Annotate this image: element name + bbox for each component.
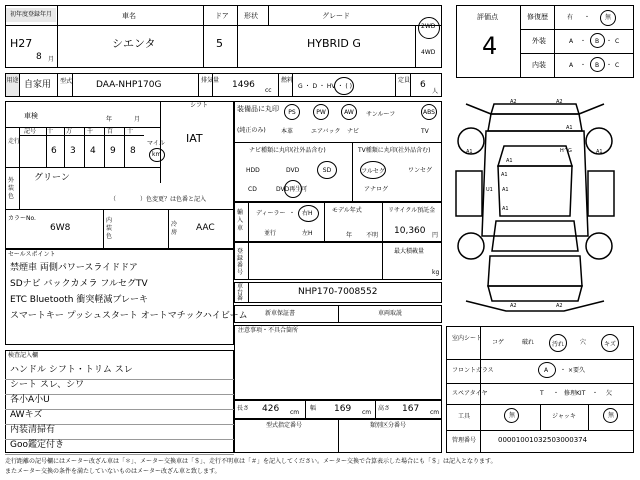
car-name-label: 車名 [122,12,136,20]
equipment-item: ナビ [347,128,360,135]
color-no: 6W8 [50,223,71,233]
tv-label: TV種類に丸印(社外品含む) [358,147,431,154]
odo-head: 記号 [24,128,37,135]
inspection-line: シート スレ、シワ [10,380,85,390]
inspection-line: ハンドル シフト・トリム スレ [10,365,133,375]
equipment-aw: AW [341,104,357,120]
grade: HYBRID G [307,37,361,50]
svg-text:A2: A2 [556,99,563,105]
ac-label: 冷 房 [171,221,178,236]
car-damage-diagram [446,86,636,322]
loading-label: 最大積載量 [394,248,425,255]
equipment-item: サンルーフ [366,111,396,118]
chassis-no: NHP170-7008552 [298,287,378,297]
mgmt-label: 管理番号 [452,437,477,444]
import-label: 輸 入 車 [237,209,244,232]
interior-seat-label: 室内シート [452,335,483,342]
front-glass-label: フロントガラス [452,367,494,374]
body-label: 形状 [244,12,258,20]
wear-yes: 有 [567,14,574,21]
score-label: 評価点 [477,13,498,21]
door-label: ドア [215,12,229,20]
shift-label: シフト [190,102,209,109]
grade-label: グレード [322,12,350,20]
svg-text:A2: A2 [510,99,517,105]
exterior-label: 外装 [532,37,546,45]
seat-item: 破れ [522,339,535,346]
svg-text:A1: A1 [596,149,603,155]
odo-digit: 9 [110,146,116,156]
sales-line: ETC Bluetooth 衝突軽減ブレーキ [10,295,148,305]
equipment-abs: ABS [421,104,437,120]
month-unit: 月 [48,56,55,63]
shift: IAT [186,132,203,145]
equipment-item: TV [421,128,429,135]
odo-head: 十 [127,128,134,135]
equipment-item: エアバック [311,128,341,135]
odo-head: 千 [87,128,94,135]
tv-fullseg: フルセグ [360,161,386,179]
inspection-line: AWキズ [10,410,43,420]
seat-item: キズ [601,334,619,352]
height: 167 [402,404,420,414]
equipment-label: 装備品に丸印 [237,105,279,113]
drive-4wd: 4WD [421,49,436,56]
navi-dvd-play: DVD再生可 [276,186,308,193]
svg-text:U1: U1 [486,187,493,193]
sales-line: スマートキー プッシュスタート オートマチックハイビーム [10,311,248,321]
navi-sd: SD [317,161,337,179]
reg-year-label: 初年度登録年月 [6,8,56,22]
odo-head: 万 [66,128,73,135]
odo-head: 百 [107,128,114,135]
fuel-options: G ・ D ・ HV ・ ( ) [298,83,352,90]
notes-area [234,325,442,400]
svg-text:A1: A1 [502,187,509,193]
seat-item: 穴 [580,339,587,346]
color-note: （ ）色変更？は色番と記入 [110,196,207,203]
sales-line: SDナビ バックカメラ フルセグTV [10,279,148,289]
navi-label: ナビ種類に丸印(社外品含む) [249,147,326,154]
svg-text:A1: A1 [506,158,513,164]
type: DAA-NHP170G [96,80,162,90]
recycle-label: リサイクル預託金 [388,207,436,214]
footer-line-1: 走行距離の記号欄にはメーター改ざん車は「＊」、メーター交換車は「＄」、走行不明車は「＃」を記入してください。メーター交換で合算表示した場合にも「＄」は記入となります。 [5,458,497,465]
svg-text:A1: A1 [502,206,509,212]
seat-item: コゲ [492,339,505,346]
odo-head: 十 [47,128,54,135]
capacity: 6 [420,80,426,90]
color-label: 外 装 色 [8,177,15,200]
odo-digit: 4 [90,146,96,156]
reg-no-label: 登 録 番 号 [237,248,244,276]
inspection-line: 内装清掃有 [10,425,56,435]
purpose: 自家用 [24,80,52,90]
interior-color-label: 内 装 色 [106,217,113,240]
drive-2wd: 2WD [421,23,436,30]
color: グリーン [34,173,70,183]
score: 4 [482,32,498,60]
purpose-label: 用途 [6,74,19,96]
tools-label: 工具 [458,413,471,420]
reg-row [5,73,442,97]
era: H27 [10,37,33,50]
equipment-pw: PW [313,104,329,120]
navi-hdd: HDD [246,167,260,174]
svg-text:A2: A2 [556,303,563,309]
jack-label: ジャッキ [552,413,576,420]
tv-analog: アナログ [364,186,389,193]
equipment-ps: PS [284,104,300,120]
disp: 1496 [232,80,255,90]
sales-line: 禁煙車 両側パワースライドドア [10,263,138,273]
mgmt-no: 00001001032503000374 [498,436,588,444]
tv-oneseg: ワンセグ [408,167,433,174]
odo-digit: 3 [70,146,76,156]
wear-label: 修復歴 [527,13,548,21]
type-label: 型式 [60,78,73,85]
inspection-line: 各小A小U [10,395,50,405]
odo-digit: 6 [51,146,57,156]
color-no-label: カラーNo. [8,215,36,222]
svg-text:H^G: H^G [560,148,572,154]
odo-digit: 8 [130,146,136,156]
doors: 5 [216,37,223,50]
width: 169 [334,404,352,414]
chassis-label: 車 台 番 [237,283,244,302]
odo-label: 走行 [8,138,21,145]
length: 426 [262,404,280,414]
navi-cd: CD [248,186,257,193]
reg-month: 8 [36,52,42,62]
svg-text:A2: A2 [510,303,517,309]
inspection-line: Goo鑑定付き [10,440,64,450]
spare-label: スペアタイヤ [452,390,488,397]
equipment-item: 本革 [281,128,294,135]
svg-text:A1: A1 [566,125,573,131]
disp-label: 排気量 [201,77,220,84]
fuel-label: 燃料 [281,77,294,84]
cap-label: 定員 [398,77,411,84]
navi-dvd: DVD [286,167,300,174]
wear-no: 無 [605,14,612,21]
ac: AAC [196,223,215,233]
inspection-label: 検査記入欄 [8,352,39,359]
model-year-label: モデル年式 [332,207,362,214]
sales-label: セールスポイント [8,251,56,258]
inspection-label: 車検 [24,112,38,120]
seat-item: 汚れ [549,334,567,352]
svg-text:A1: A1 [466,149,473,155]
footer-line-2: またメーター交換の条件を満たしていないものはメーター改ざん車と致します。 [5,468,221,475]
svg-text:A1: A1 [501,172,508,178]
notes-label: 注意事項・不具合箇所 [238,327,299,334]
car-name: シエンタ [112,37,156,50]
interior-label: 内装 [532,61,546,69]
recycle: 10,360 [394,226,426,236]
